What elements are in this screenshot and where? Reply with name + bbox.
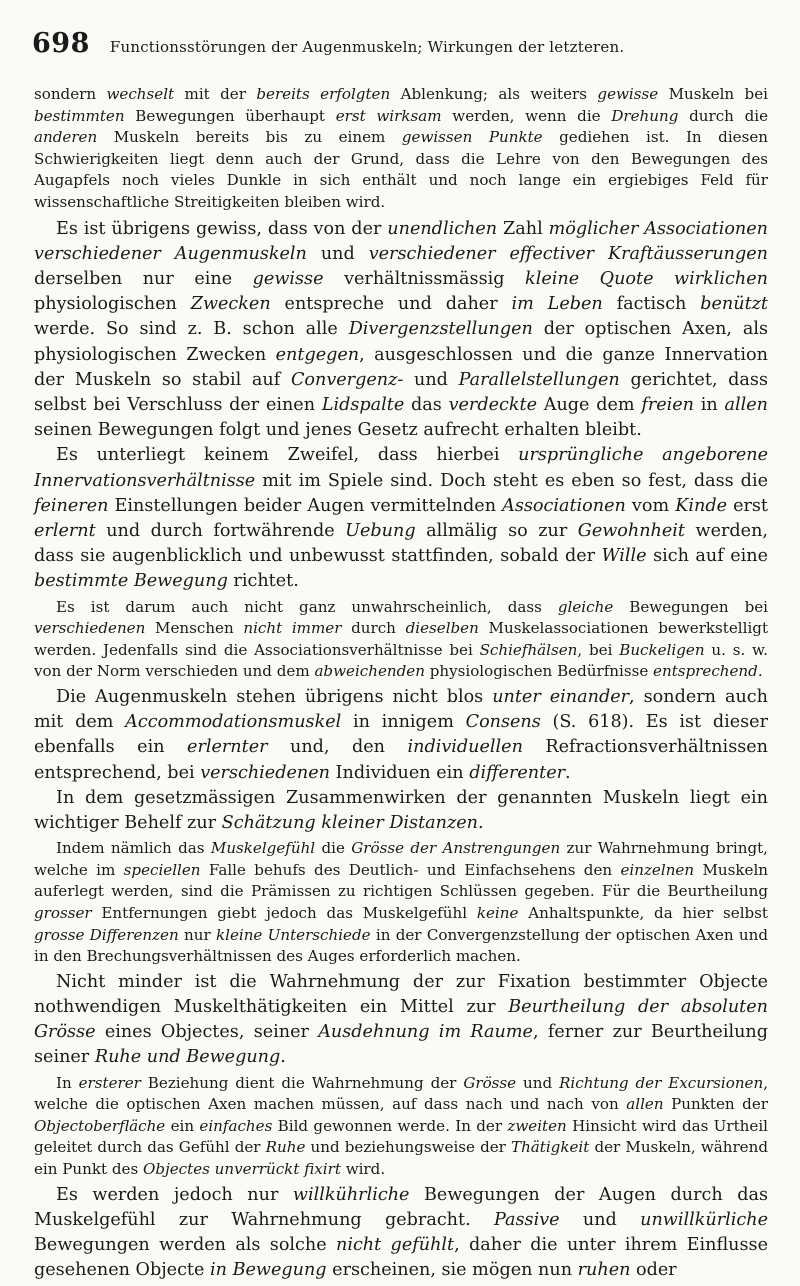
paragraph-7: Indem nämlich das Muskelgefühl die Grösse der Anstrengungen zur Wahrnehmung bringt, welche im speciellen Falle behufs des Deutlich- und Einfachsehens den einzelnen Muskeln auferlegt werden, sind die Prämissen zu richtigen Schlüssen gegeben. Für die Beurtheilung grosser Entfernungen giebt jedoch das Muskelgefühl keine Anhaltspunkte, da hier selbst grosse Differenzen nur kleine Unterschiede in der Convergenzstellung der optischen Axen und in den Brechungsverhältnissen des Auges erforderlich machen.: [34, 839, 768, 966]
paragraph-3: Es unterliegt keinem Zweifel, dass hierbei ursprüngliche angeborene Innervationsverhältnisse mit im Spiele sind. Doch steht es eben so fest, dass die feineren Einstellungen beider Augen vermittelnden Associationen vom Kinde erst erlernt und durch fortwährende Uebung allmälig so zur Gewohnheit werden, dass sie augenblicklich und unbewusst stattfinden, sobald der Wille sich auf eine bestimmte Bewegung richtet.: [34, 445, 769, 592]
paragraph-10: Es werden jedoch nur willkührliche Bewegungen der Augen durch das Muskelgefühl zur Wahrnehmung gebracht. Passive und unwillkürliche Bewegungen werden als solche nicht gefühlt, daher die unter ihrem Einflusse gesehenen Objecte in Bewegung erscheinen, sie mögen nun ruhen oder: [34, 1184, 769, 1281]
running-title: Functionsstörungen der Augenmuskeln; Wirkungen der letzteren.: [109, 38, 625, 56]
paragraph-2: Es ist übrigens gewiss, dass von der unendlichen Zahl möglicher Associationen verschiedener Augenmuskeln und verschiedener effectiver Kraftäusserungen derselben nur eine gewisse verhältnissmässig kleine Quote wirklichen physiologischen Zwecken entspreche und daher im Leben factisch benützt werde. So sind z. B. schon alle Divergenzstellungen der optischen Axen, als physiologischen Zwecken entgegen, ausgeschlossen und die ganze Innervation der Muskeln so stabil auf Convergenz- und Parallelstellungen gerichtet, dass selbst bei Verschluss der einen Lidspalte das verdeckte Auge dem freien in allen seinen Bewegungen folgt und jenes Gesetz aufrecht erhalten bleibt.: [34, 218, 768, 441]
paragraph-8: Nicht minder ist die Wahrnehmung der zur Fixation bestimmter Objecte nothwendigen Muskelthätigkeiten ein Mittel zur Beurtheilung der absoluten Grösse eines Objectes, seiner Ausdehnung im Raume, ferner zur Beurtheilung seiner Ruhe und Bewegung.: [34, 971, 768, 1068]
paragraph-4: Es ist darum auch nicht ganz unwahrscheinlich, dass gleiche Bewegungen bei verschiedenen Menschen nicht immer durch dieselben Muskelassociationen bewerkstelligt werden. Jedenfalls sind die Associationsverhältnisse bei Schiefhälsen, bei Buckeligen u. s. w. von der Norm verschieden und dem abweichenden physiologischen Bedürfnisse entsprechend.: [34, 597, 769, 681]
page-body: [34, 84, 768, 1283]
paragraph-5: Die Augenmuskeln stehen übrigens nicht blos unter einander, sondern auch mit dem Accommodationsmuskel in innigem Consens (S. 618). Es ist dieser ebenfalls ein erlernter und, den individuellen Refractionsverhältnissen entsprechend, bei verschiedenen Individuen ein differenter.: [34, 686, 768, 783]
page-number: 698: [32, 28, 90, 59]
paragraph-6: In dem gesetzmässigen Zusammenwirken der genannten Muskeln liegt ein wichtiger Behelf zur Schätzung kleiner Distanzen.: [34, 787, 768, 833]
paragraph-9: In ersterer Beziehung dient die Wahrnehmung der Grösse und Richtung der Excursionen, welche die optischen Axen machen müssen, auf dass nach und nach von allen Punkten der Objectoberfläche ein einfaches Bild gewonnen werde. In der zweiten Hinsicht wird das Urtheil geleitet durch das Gefühl der Ruhe und beziehungsweise der Thätigkeit der Muskeln, während ein Punkt des Objectes unverrückt fixirt wird.: [34, 1073, 769, 1178]
page-header: [32, 28, 772, 68]
paragraph-1: sondern wechselt mit der bereits erfolgten Ablenkung; als weiters gewisse Muskeln bei bestimmten Bewegungen überhaupt erst wirksam werden, wenn die Drehung durch die anderen Muskeln bereits bis zu einem gewissen Punkte gediehen ist. In diesen Schwierigkeiten liegt denn auch der Grund, dass die Lehre von den Bewegungen des Augapfels noch vieles Dunkle in sich enthält und noch lange ein ergiebiges Feld für wissenschaftliche Streitigkeiten bleiben wird.: [34, 85, 769, 211]
